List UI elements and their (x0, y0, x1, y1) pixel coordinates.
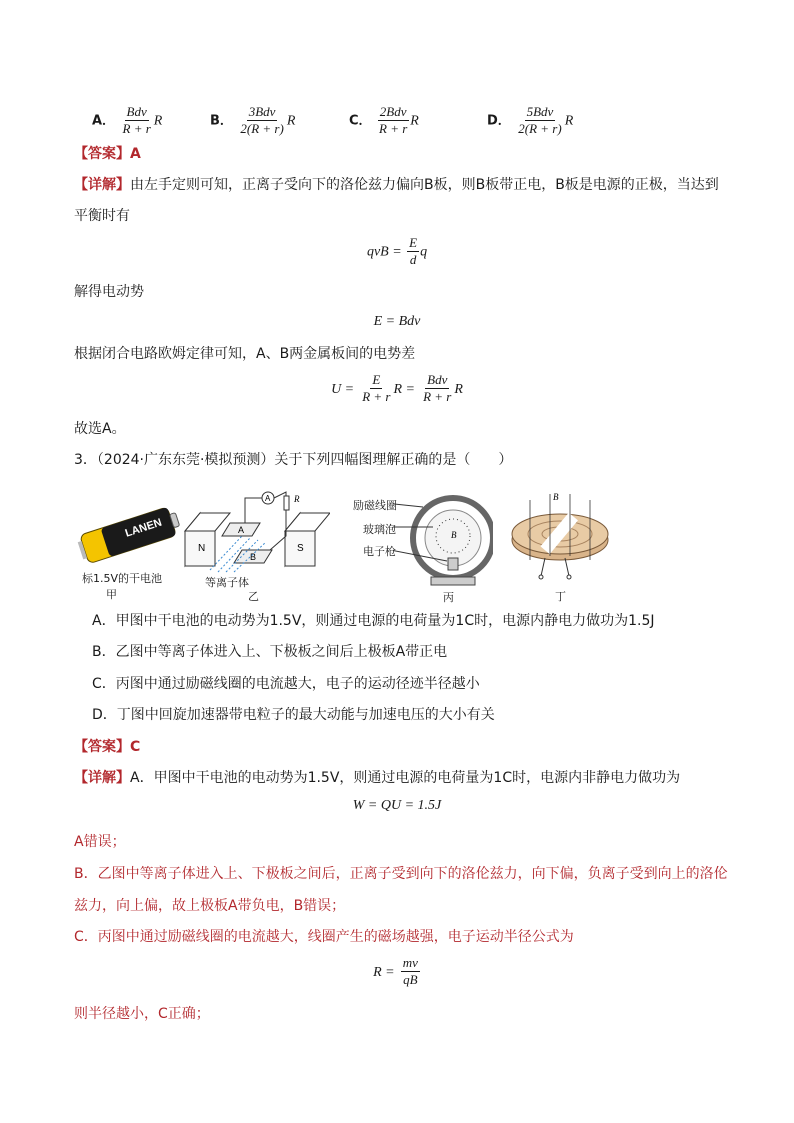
svg-text:B: B (451, 530, 457, 540)
figure-label-bing: 丙 (443, 591, 454, 604)
q3-a-wrong: A错误； (74, 834, 126, 850)
mhd-generator-illustration (180, 488, 330, 578)
battery-illustration (74, 490, 184, 570)
option-b: B． $\frac{\text{3Bdv}}{2(R + r)}$ R (210, 104, 296, 136)
q3-option-c: C．丙图中通过励磁线圈的电流越大，电子的运动径迹半径越小 (92, 676, 480, 692)
cyclotron-illustration (505, 490, 615, 585)
answer-value: A (130, 146, 141, 162)
detail-line-5: 故选A。 (74, 421, 126, 437)
detail-tag: 【详解】 (74, 177, 130, 193)
plasma-caption: 等离子体 (205, 576, 249, 589)
electron-tube-illustration (393, 493, 493, 588)
svg-text:A: A (238, 525, 245, 535)
fraction: $\frac{\text{3Bdv}}{2(R + r)}$ (240, 104, 284, 136)
fraction: $\frac{\text{5Bdv}}{2(R + r)}$ (518, 104, 562, 136)
detail-line-4: 根据闭合电路欧姆定律可知，A、B两金属板间的电势差 (74, 346, 416, 362)
equation-r: R = $\frac{mv}{qB}$ (373, 955, 418, 987)
svg-text:R: R (294, 494, 300, 504)
battery-caption: 标1.5V的干电池 (82, 572, 163, 585)
answer-tag: 【答案】 (74, 739, 130, 755)
svg-text:N: N (198, 543, 206, 554)
q3-option-b: B．乙图中等离子体进入上、下极板之间后上极板A带正电 (92, 644, 448, 660)
svg-text:A: A (265, 494, 271, 503)
q3-detail-a: 【详解】A．甲图中干电池的电动势为1.5V，则通过电源的电荷量为1C时，电源内非静电力做功为 (74, 770, 681, 786)
answer-value: C (130, 739, 141, 755)
equation-2: E = Bdv (373, 314, 421, 329)
detail-line-3: 解得电动势 (74, 284, 144, 300)
q3-answer-line (74, 737, 140, 757)
gun-label: 电子枪 (363, 545, 396, 558)
figure-label-yi: 乙 (248, 590, 259, 603)
option-a: A． $\frac{\text{Bdv}}{R + r}$ R (92, 104, 163, 136)
figure-bing (353, 493, 493, 603)
fraction: $\frac{\text{Bdv}}{R + r}$ (122, 104, 151, 136)
detail-line-2: 平衡时有 (74, 208, 130, 224)
figure-ding (505, 490, 615, 602)
option-d: D． $\frac{\text{5Bdv}}{2(R + r)}$ R (487, 104, 574, 136)
q3-option-d: D．丁图中回旋加速器带电粒子的最大动能与加速电压的大小有关 (92, 707, 495, 723)
detail-line-1: 【详解】由左手定则可知，正离子受向下的洛伦兹力偏向B板，则B板带正电，B板是电源的正极，当达到 (74, 177, 719, 193)
fraction: $\frac{\text{2Bdv}}{R + r}$ (379, 104, 408, 136)
option-c: C． $\frac{\text{2Bdv}}{R + r}$ R (349, 104, 419, 136)
figure-label-jia: 甲 (106, 588, 117, 601)
q3-detail-b1: B．乙图中等离子体进入上、下极板之间后，正离子受到向下的洛伦兹力，向下偏，负离子受到向上的洛伦 (74, 866, 728, 882)
answer-tag: 【答案】 (74, 146, 130, 162)
q3-option-a: A．甲图中干电池的电动势为1.5V，则通过电源的电荷量为1C时，电源内静电力做功为1.5J (92, 613, 655, 629)
q3-detail-c: C．丙图中通过励磁线圈的电流越大，线圈产生的磁场越强，电子运动半径公式为 (74, 929, 574, 945)
figure-label-ding: 丁 (555, 590, 566, 603)
bulb-label: 玻璃泡 (363, 523, 396, 536)
coil-label: 励磁线圈 (353, 499, 397, 512)
equation-3: U = $\frac{E}{R + r}$ R = $\frac{\text{Bdv}}{R + r}$ R (331, 372, 463, 404)
figure-yi (180, 488, 330, 603)
equation-w: W = QU = 1.5J (352, 798, 442, 813)
q3-detail-b2: 兹力，向上偏，故上极板A带负电，B错误； (74, 898, 346, 914)
answer-line (74, 144, 141, 164)
equation-1: qvB = $\frac{E}{d}$ q (366, 235, 428, 267)
question-3-stem: 3．（2024·广东东莞·模拟预测）关于下列四幅图理解正确的是（ ） (74, 452, 513, 468)
battery-brand: LANEN (123, 516, 164, 540)
svg-text:S: S (297, 543, 304, 554)
svg-text:B: B (250, 552, 257, 562)
q3-c-right: 则半径越小，C正确； (74, 1006, 210, 1022)
figure-jia (74, 490, 184, 600)
detail-tag: 【详解】 (74, 770, 130, 786)
svg-text:B: B (553, 492, 559, 502)
